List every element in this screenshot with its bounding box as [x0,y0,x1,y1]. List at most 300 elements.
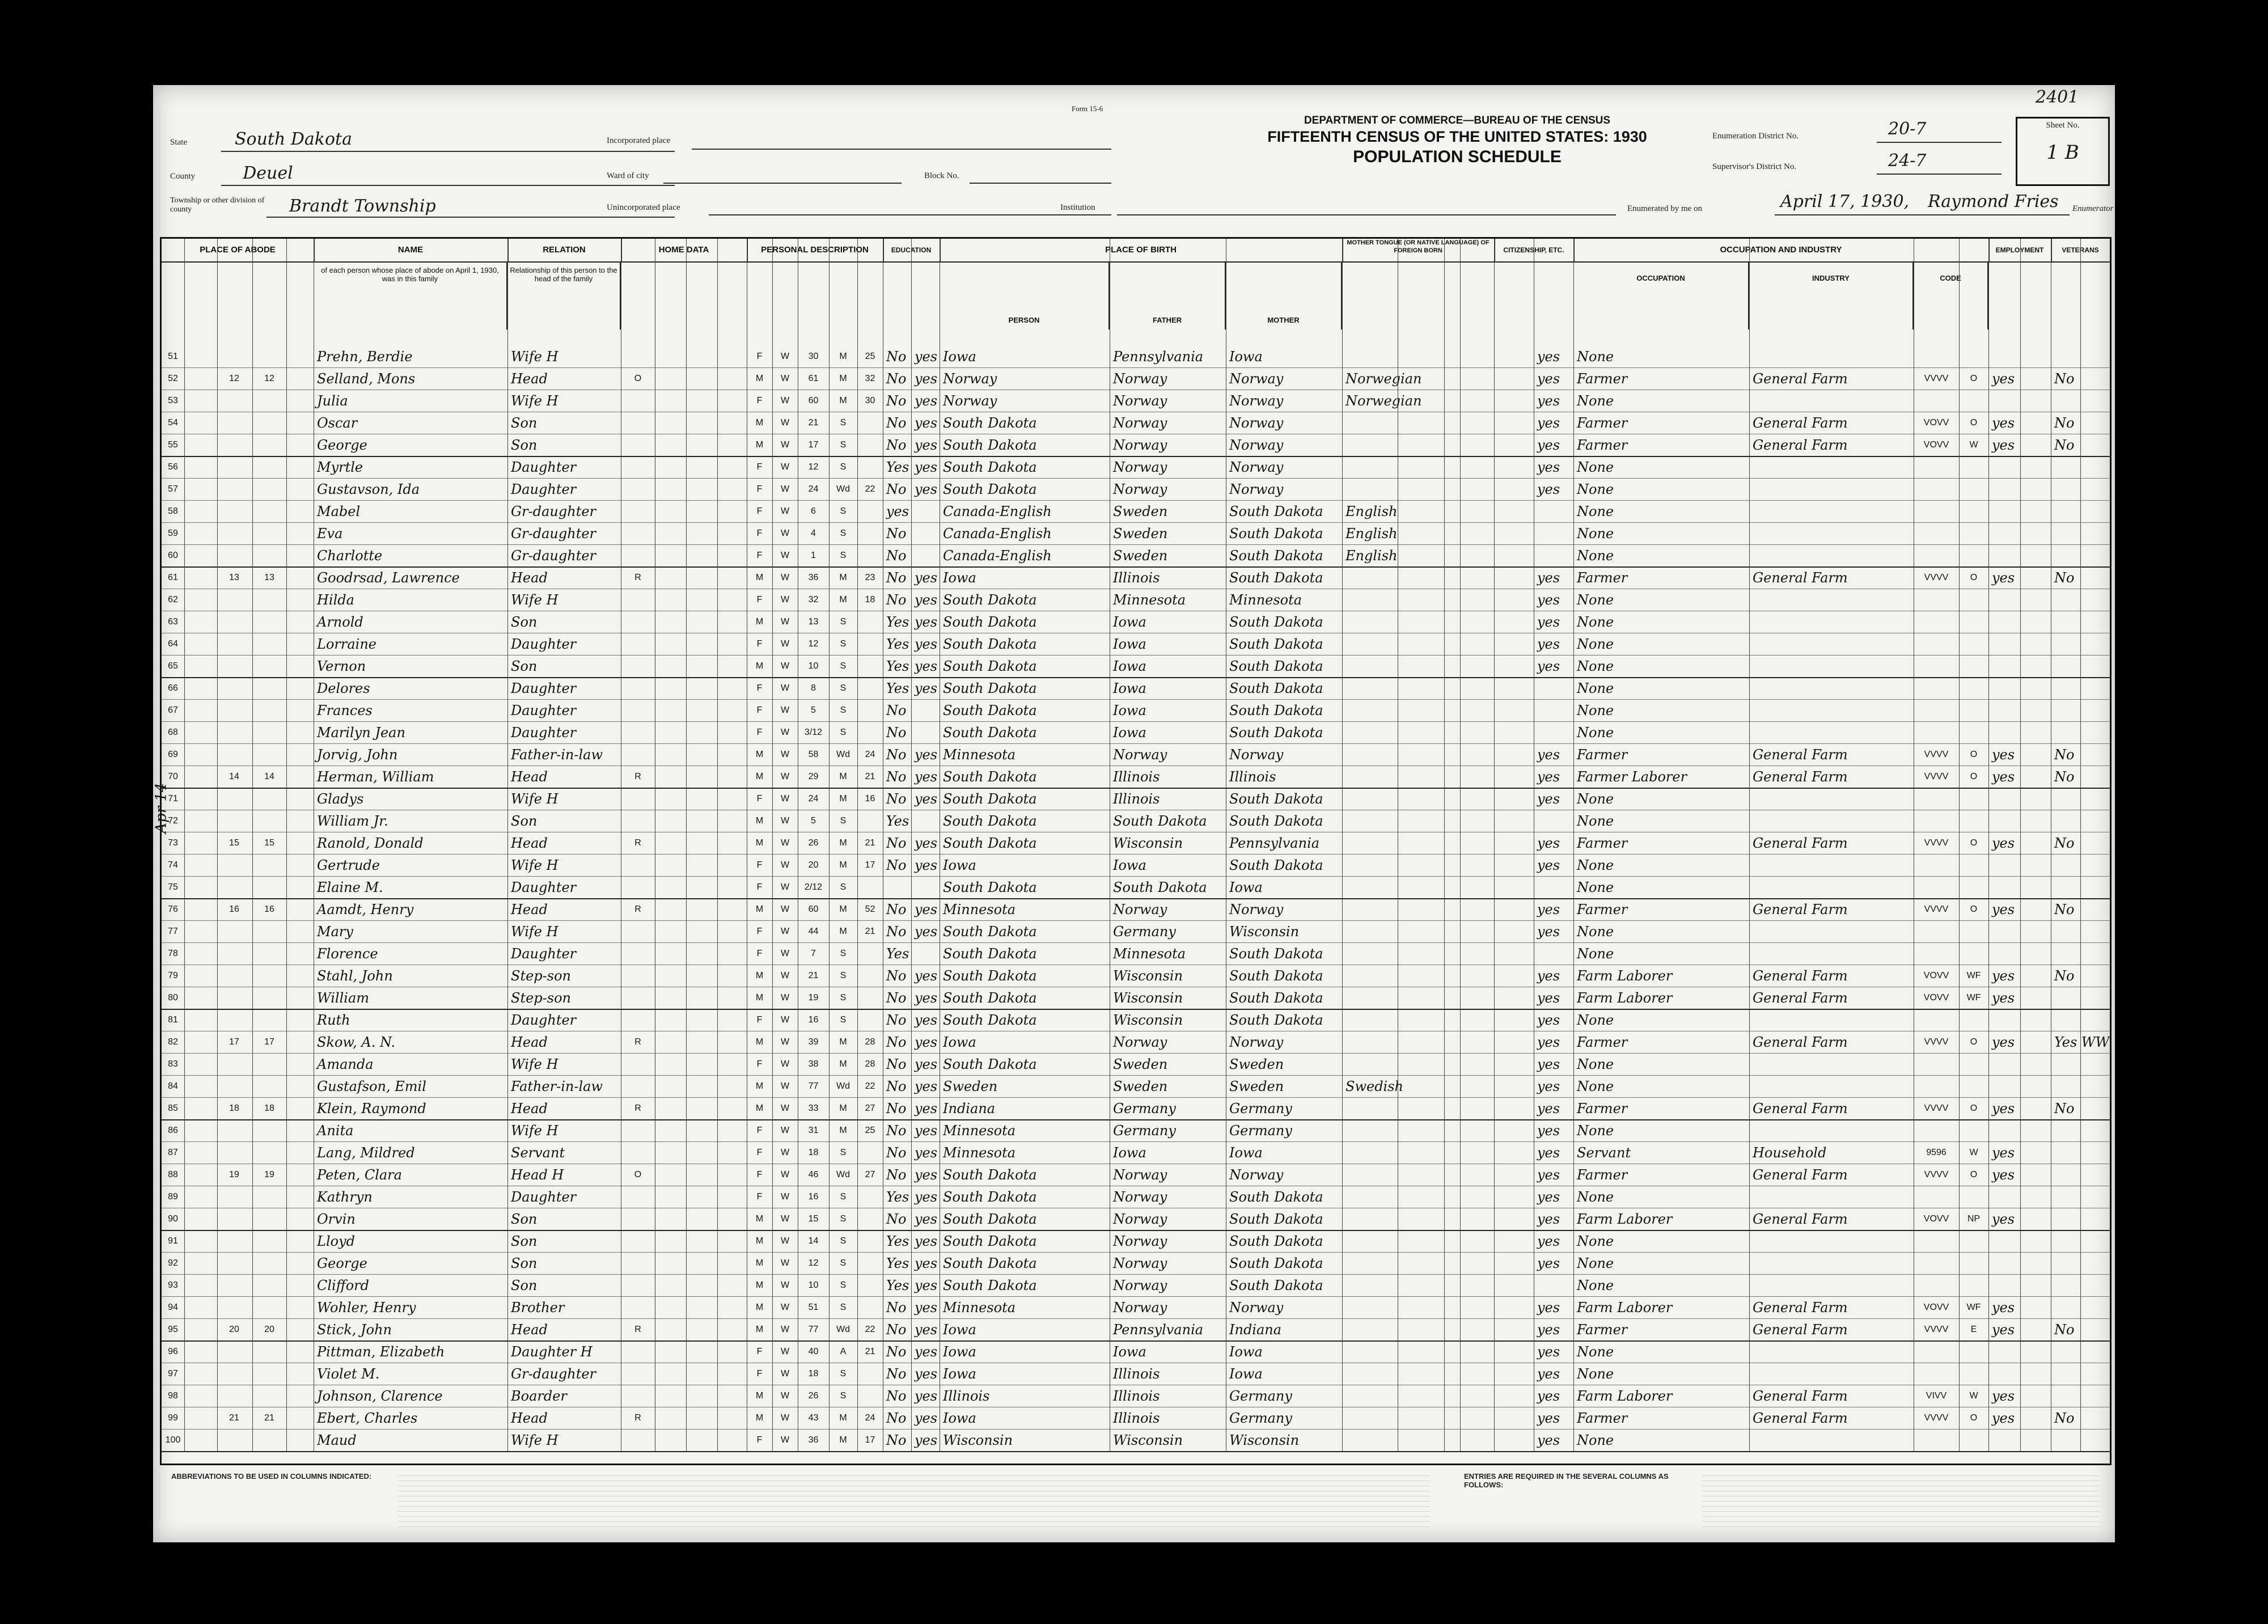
cell-age: 8 [811,683,816,693]
table-row [162,1009,2110,1031]
cell-occ: None [1577,1255,1614,1271]
cell-cw [1959,1429,1988,1451]
cell-dw [217,390,251,412]
cell-sex: M [755,661,764,671]
cell-n: 84 [168,1081,178,1091]
cell-age: 26 [808,1391,819,1401]
cell-fpob: Norway [1113,1167,1167,1183]
cell-name: Anita [317,1123,354,1139]
cell-rel: Head [511,835,548,851]
cell-mpob: Norway [1229,902,1284,917]
cell-code [1914,1009,1959,1031]
cell-occ: Farmer [1577,415,1628,431]
cell-age: 31 [808,1126,819,1135]
cell-read [911,500,940,522]
cell-sch: No [886,1344,907,1360]
cell-ms: M [839,1037,847,1047]
cell-own [621,1429,655,1451]
cell-sch: No [886,570,907,586]
cell-age: 10 [808,1280,819,1290]
cell-n: 51 [168,352,178,361]
institution-label: Institution [1060,203,1095,212]
cell-emp [1988,456,2051,478]
cell-age: 26 [808,838,819,848]
cell-race: W [780,1236,790,1246]
cell-tongue [1342,611,1444,633]
cell-fam [252,1208,286,1230]
cell-ms: M [839,1103,847,1113]
cell-n: 79 [168,971,178,980]
cell-age: 5 [811,816,816,826]
cell-ww: yes [1537,1344,1560,1360]
cell-am [857,1141,883,1164]
cell-code [1914,478,1959,500]
cell-ind [1749,1119,1914,1141]
cell-ind: General Farm [1753,371,1848,387]
cell-read: yes [915,1189,938,1205]
cell-own: R [634,1325,641,1334]
table-row [162,965,2110,987]
cell-age: 18 [808,1148,819,1157]
group-veterans: VETERANS [2051,239,2110,263]
cell-name: Violet M. [317,1366,380,1382]
cell-fpob: Iowa [1113,857,1146,873]
cell-code [1914,1363,1959,1385]
cell-code [1914,721,1959,743]
cell-cw [1959,1340,1988,1363]
cell-pob: South Dakota [943,1012,1037,1028]
table-row [162,633,2110,655]
cell-sex: F [756,595,763,604]
cell-ms: Wd [836,1081,850,1091]
state-field: State South Dakota [170,129,352,149]
cell-ww: yes [1537,1101,1560,1116]
cell-rel: Brother [511,1300,565,1316]
cell-am: 16 [865,794,875,803]
cell-am [857,965,883,987]
cell-code [1914,589,1959,611]
cell-dw [217,1119,251,1141]
cell-occ: Farmer [1577,835,1628,851]
cell-own [621,854,655,876]
cell-occ: Farmer [1577,371,1628,387]
cell-ind: General Farm [1753,570,1848,586]
cell-mpob: Iowa [1229,349,1263,365]
cell-cw [1959,1053,1988,1075]
cell-age: 17 [808,440,819,450]
cell-ww: yes [1537,1034,1560,1050]
cell-sex: M [755,1081,764,1091]
cell-sch: No [886,1056,907,1072]
cell-n: 72 [168,816,178,826]
cell-race: W [780,794,790,803]
cell-tongue [1342,699,1444,721]
cell-rel: Son [511,415,538,431]
cell-race: W [780,639,790,649]
cell-pob: South Dakota [943,1233,1037,1249]
cell-occ: None [1577,924,1614,940]
cell-occ: Farm Laborer [1577,968,1673,984]
cell-ww [1534,500,1573,522]
cell-ms: S [840,1369,847,1378]
cell-fpob: Sweden [1113,504,1168,519]
cell-occ: Servant [1577,1145,1631,1161]
cell-fpob: Norway [1113,393,1167,409]
cell-am: 21 [865,772,875,781]
cell-code [1914,876,1959,898]
cell-ww: yes [1537,393,1560,409]
cell-age: 16 [808,1192,819,1202]
cell-sex: M [755,617,764,627]
group-personal-description: PERSONAL DESCRIPTION [747,239,884,263]
cell-race: W [780,816,790,826]
cell-am [857,633,883,655]
cell-sch: No [886,415,907,431]
cell-am [857,987,883,1009]
cell-own: R [634,1413,641,1423]
cell-occ: None [1577,857,1614,873]
cell-own [621,434,655,456]
cell-race: W [780,927,790,936]
block-label: Block No. [924,171,959,180]
cell-age: 40 [808,1347,819,1356]
cell-own [621,1296,655,1318]
cell-own [621,810,655,832]
enumerated-date: April 17, 1930, [1780,192,1910,212]
cell-dw [217,434,251,456]
cell-rel: Wife H [511,349,558,365]
cell-sex: F [756,1435,763,1445]
cell-tongue [1342,677,1444,699]
cell-own [621,1340,655,1363]
cell-tongue [1342,633,1444,655]
cell-rel: Head [511,1322,548,1338]
cell-sex: F [756,882,763,892]
cell-ms: M [839,1059,847,1069]
cell-age: 33 [808,1103,819,1113]
cell-name: Oscar [317,415,358,431]
column-rule [772,239,773,1451]
table-row [162,412,2110,434]
cell-own [621,589,655,611]
cell-rel: Gr-daughter [511,1366,596,1382]
table-row [162,1274,2110,1297]
cell-age: 77 [808,1081,819,1091]
cell-rel: Gr-daughter [511,526,596,542]
cell-code [1914,1230,1959,1252]
table-row [162,544,2110,568]
cell-race: W [780,506,790,516]
cell-fam [252,743,286,766]
cell-am [857,1186,883,1208]
cell-own [621,500,655,522]
cell-sch: No [886,548,907,564]
cell-cw [1959,522,1988,544]
cell-occ: None [1577,636,1614,652]
cell-cw [1959,1186,1988,1208]
cell-cw: O [1970,772,1978,781]
cell-n: 62 [168,595,178,604]
group-name: NAME [314,239,509,263]
cell-cw: O [1970,838,1978,848]
cell-read: yes [915,459,938,475]
cell-own [621,655,655,677]
page-stamp: 2401 [2036,87,2079,107]
cell-dw [217,1208,251,1230]
cell-dw [217,456,251,478]
cell-ind [1749,677,1914,699]
table-row [162,1296,2110,1319]
table-row [162,434,2110,457]
cell-pob: Illinois [943,1388,990,1404]
cell-read [911,699,940,721]
cell-ind [1749,942,1914,965]
cell-rel: Wife H [511,1123,558,1139]
table-row [162,522,2110,545]
cell-race: W [780,1435,790,1445]
cell-ind: General Farm [1753,1410,1848,1426]
cell-code: VVVV [1924,1170,1949,1179]
cell-sch: No [886,349,907,365]
cell-race: W [780,1148,790,1157]
cell-name: Stick, John [317,1322,392,1338]
cell-ind [1749,544,1914,566]
cell-code [1914,544,1959,566]
cell-ms: S [840,1148,847,1157]
cell-emp [1988,611,2051,633]
cell-read: yes [915,769,938,785]
cell-ind: General Farm [1753,1322,1848,1338]
cell-emp [1988,942,2051,965]
cell-n: 63 [168,617,178,627]
cell-fam [252,655,286,677]
column-rule [1988,239,1989,1451]
cell-mpob: South Dakota [1229,703,1323,718]
cell-pob: Indiana [943,1101,996,1116]
cell-tongue [1342,1385,1444,1407]
cell-fam [252,942,286,965]
cell-dw: 15 [229,838,239,848]
cell-emp: yes [1992,1034,2015,1050]
cell-ind [1749,500,1914,522]
cell-own [621,1053,655,1075]
cell-name: Johnson, Clarence [317,1388,443,1404]
cell-code [1914,810,1959,832]
cell-fpob: Wisconsin [1113,1012,1183,1028]
cell-am: 21 [865,838,875,848]
cell-read: yes [915,1432,938,1448]
cell-ww: yes [1537,1145,1560,1161]
cell-ww: yes [1537,990,1560,1006]
cell-sch: Yes [886,658,909,674]
cell-occ: None [1577,1012,1614,1028]
cell-mpob: Germany [1229,1410,1292,1426]
cell-n: 95 [168,1325,178,1334]
cell-emp: yes [1992,371,2015,387]
cell-code [1914,699,1959,721]
cell-age: 61 [808,374,819,383]
cell-ms: S [840,639,847,649]
cell-read [911,942,940,965]
cell-dw [217,655,251,677]
cell-n: 59 [168,528,178,538]
cell-fam [252,1340,286,1363]
cell-rel: Boarder [511,1388,567,1404]
cell-read: yes [915,1366,938,1382]
cell-cw [1959,942,1988,965]
cell-n: 87 [168,1148,178,1157]
cell-am [857,1252,883,1274]
cell-occ: Farm Laborer [1577,1300,1673,1316]
cell-fam [252,345,286,367]
cell-ww: yes [1537,1167,1560,1183]
cell-sch: Yes [886,680,909,696]
cell-tongue: English [1345,526,1398,542]
cell-code: VVVV [1924,772,1949,781]
cell-code: VVVV [1924,374,1949,383]
cell-ms: S [840,617,847,627]
cell-name: Hilda [317,592,354,608]
cell-age: 20 [808,860,819,870]
cell-ww [1534,699,1573,721]
column-rule [184,239,185,1451]
cell-fam [252,544,286,566]
cell-read [911,721,940,743]
cell-ind [1749,854,1914,876]
cell-age: 13 [808,617,819,627]
cell-n: 93 [168,1280,178,1290]
cell-mpob: South Dakota [1229,526,1323,542]
cell-ms: M [839,374,847,383]
state-value: South Dakota [235,129,352,149]
cell-pob: South Dakota [943,1189,1037,1205]
cell-mpob: Sweden [1229,1056,1284,1072]
cell-read: yes [915,680,938,696]
cell-ms: M [839,927,847,936]
cell-emp [1988,1340,2051,1363]
cell-ms: S [840,661,847,671]
cell-ind: General Farm [1753,990,1848,1006]
cell-sex: F [756,728,763,737]
cell-race: W [780,838,790,848]
cell-fam [252,1429,286,1451]
cell-fpob: Germany [1113,924,1176,940]
cell-mpob: South Dakota [1229,636,1323,652]
cell-am: 18 [865,595,875,604]
cell-code [1914,390,1959,412]
cell-ind [1749,810,1914,832]
cell-code [1914,611,1959,633]
cell-occ: None [1577,548,1614,564]
cell-n: 60 [168,551,178,560]
cell-race: W [780,705,790,715]
cell-am: 17 [865,860,875,870]
cell-read: yes [915,614,938,630]
cell-ind [1749,1009,1914,1031]
cell-read: yes [915,1410,938,1426]
cell-own [621,1119,655,1141]
cell-ww: yes [1537,747,1560,763]
cell-age: 16 [808,1015,819,1025]
table-row [162,456,2110,479]
cell-own [621,478,655,500]
cell-race: W [780,949,790,958]
cell-emp [1988,1274,2051,1296]
cell-fpob: Wisconsin [1113,835,1183,851]
cell-n: 73 [168,838,178,848]
cell-pob: South Dakota [943,658,1037,674]
cell-read: yes [915,481,938,497]
cell-name: Aamdt, Henry [317,902,414,917]
cell-rel: Daughter [511,703,577,718]
cell-tongue [1342,965,1444,987]
cell-sch: No [886,902,907,917]
group-relation: RELATION [507,239,622,263]
cell-n: 82 [168,1037,178,1047]
cell-own [621,1075,655,1097]
cell-ww: yes [1537,371,1560,387]
cell-fam [252,965,286,987]
cell-ind [1749,478,1914,500]
cell-ind [1749,456,1914,478]
cell-ww: yes [1537,459,1560,475]
cell-race: W [780,1081,790,1091]
cell-ms: S [840,949,847,958]
cell-pob: Minnesota [943,747,1016,763]
column-rule [2080,239,2081,1451]
cell-fpob: Pennsylvania [1113,1322,1204,1338]
cell-tongue [1342,434,1444,456]
cell-n: 97 [168,1369,178,1378]
cell-fam [252,434,286,456]
cell-tongue: Swedish [1345,1079,1403,1094]
cell-fam [252,810,286,832]
cell-cw [1959,810,1988,832]
cell-age: 3/12 [804,728,823,737]
cell-occ: None [1577,1233,1614,1249]
cell-dw [217,1363,251,1385]
table-row [162,1164,2110,1186]
column-rule [2020,239,2021,1451]
cell-ww [1534,876,1573,898]
cell-own [621,345,655,367]
table-row [162,345,2110,368]
cell-fam [252,633,286,655]
cell-own [621,1363,655,1385]
cell-cw [1959,390,1988,412]
entries-title: ENTRIES ARE REQUIRED IN THE SEVERAL COLUMNS AS FOLLOWS: [1464,1472,1669,1489]
cell-age: 60 [808,396,819,405]
cell-emp [1988,1053,2051,1075]
table-row [162,655,2110,678]
cell-ww [1534,1274,1573,1296]
cell-sch: yes [886,504,909,519]
cell-tongue [1342,1053,1444,1075]
table-row [162,1141,2110,1164]
cell-am: 28 [865,1059,875,1069]
group-education: EDUCATION [883,239,941,263]
cell-fam [252,500,286,522]
cell-rel: Wife H [511,924,558,940]
cell-code: VOVV [1923,971,1949,980]
cell-n: 56 [168,462,178,472]
cell-age: 12 [808,1258,819,1268]
cell-age: 29 [808,772,819,781]
cell-rel: Servant [511,1145,565,1161]
cell-sch: No [886,703,907,718]
supervisor-label: Supervisor's District No. [1712,162,1797,171]
cell-own [621,611,655,633]
